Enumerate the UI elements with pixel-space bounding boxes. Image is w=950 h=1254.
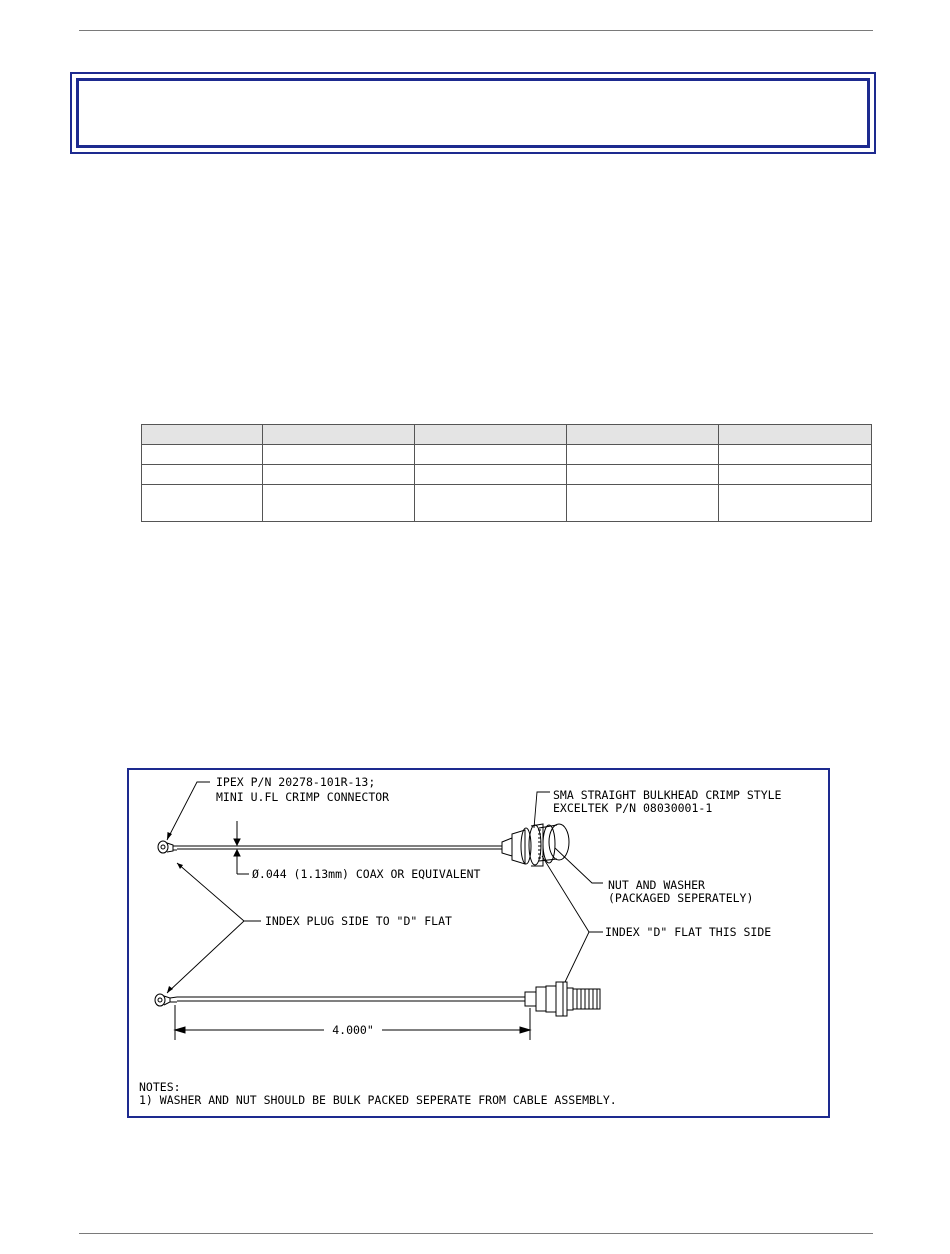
table-cell bbox=[567, 485, 719, 522]
drawing-frame bbox=[128, 769, 829, 1117]
cable-assembly-drawing bbox=[127, 768, 830, 1118]
table-cell bbox=[263, 485, 415, 522]
index-plug-label: INDEX PLUG SIDE TO "D" FLAT bbox=[265, 914, 452, 928]
table-header-cell bbox=[263, 425, 415, 445]
table-header-cell bbox=[142, 425, 263, 445]
table-cell bbox=[142, 465, 263, 485]
table-cell bbox=[263, 445, 415, 465]
table-row bbox=[142, 485, 872, 522]
table-header-row bbox=[142, 425, 872, 445]
table-header-cell bbox=[719, 425, 872, 445]
table-cell bbox=[415, 485, 567, 522]
nut-washer-label-line-2: (PACKAGED SEPERATELY) bbox=[608, 891, 754, 905]
coax-label: Ø.044 (1.13mm) COAX OR EQUIVALENT bbox=[252, 867, 481, 881]
table-cell bbox=[415, 465, 567, 485]
ipex-label-line-1: IPEX P/N 20278-101R-13; bbox=[216, 775, 376, 789]
notes-title: NOTES: bbox=[139, 1080, 181, 1094]
table-cell bbox=[263, 465, 415, 485]
sma-label-line-2: EXCELTEK P/N 08030001-1 bbox=[553, 801, 713, 815]
table-row bbox=[142, 445, 872, 465]
table-cell bbox=[719, 445, 872, 465]
table-cell bbox=[142, 485, 263, 522]
title-box bbox=[70, 72, 876, 154]
table-cell bbox=[142, 445, 263, 465]
nut-washer-label-line-1: NUT AND WASHER bbox=[608, 878, 705, 892]
page-title bbox=[76, 78, 870, 148]
sma-label-line-1: SMA STRAIGHT BULKHEAD CRIMP STYLE bbox=[553, 788, 782, 802]
table-cell bbox=[567, 445, 719, 465]
spec-table bbox=[141, 424, 872, 522]
index-d-flat-label: INDEX "D" FLAT THIS SIDE bbox=[605, 925, 772, 939]
table-row bbox=[142, 465, 872, 485]
note-1: 1) WASHER AND NUT SHOULD BE BULK PACKED SEPERATE FROM CABLE ASSEMBLY. bbox=[139, 1093, 617, 1107]
table-cell bbox=[415, 445, 567, 465]
table-header-cell bbox=[415, 425, 567, 445]
length-label: 4.000" bbox=[332, 1023, 374, 1037]
table-cell bbox=[567, 465, 719, 485]
table-header-cell bbox=[567, 425, 719, 445]
footer-rule bbox=[79, 1233, 873, 1234]
table-cell bbox=[719, 485, 872, 522]
table-cell bbox=[719, 465, 872, 485]
ipex-label-line-2: MINI U.FL CRIMP CONNECTOR bbox=[216, 790, 390, 804]
header-rule bbox=[79, 30, 873, 31]
